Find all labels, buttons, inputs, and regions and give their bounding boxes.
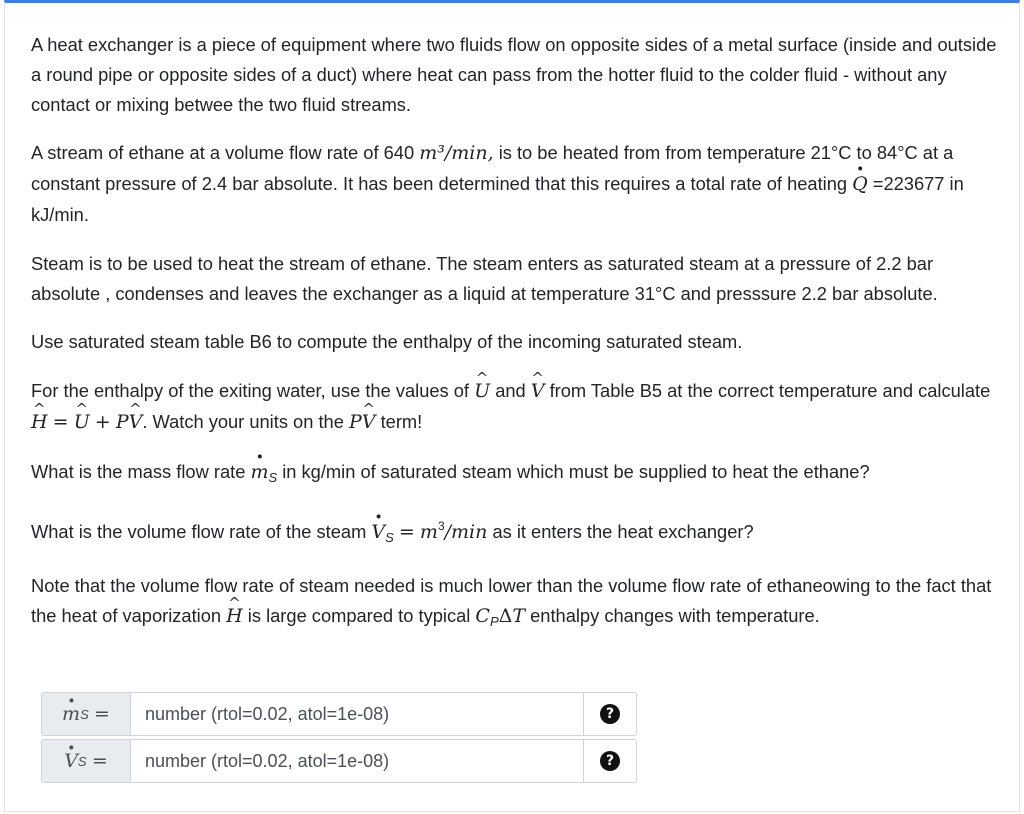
ethane-text-3: =223677 in kJ/min. xyxy=(31,173,964,225)
u-hat-symbol: ^ U xyxy=(474,377,490,407)
v-hat-symbol: ^ V xyxy=(531,377,545,407)
mass-flow-text-2: in kg/min of saturated steam which must be supplied to heat the ethane? xyxy=(277,460,870,482)
question-circle-icon: ? xyxy=(600,704,620,724)
ethane-text-2: is to be heated from from temperature 21°C to 84°C at a constant pressure of 2.4 bar absolute. It has been determined that this requires a total rate of heating xyxy=(31,142,954,195)
enthalpy-text-2: from Table B5 at the correct temperature and calculate xyxy=(544,380,991,402)
vs-equation: · $V_S = m^3/\min$ xyxy=(371,521,487,542)
answer-section xyxy=(41,692,637,786)
mass-flow-text-1: What is the mass flow rate xyxy=(31,460,251,482)
question-circle-icon: ? xyxy=(600,751,620,771)
ms-symbol: · $m_S$ xyxy=(250,461,277,482)
note-text-3: enthalpy changes with temperature. xyxy=(525,605,820,627)
q-dot-symbol: · Q xyxy=(852,170,868,200)
paragraph-table-b6 xyxy=(31,327,1001,357)
note-text-1: Note that the volume flow rate of steam needed is much lower than the volume flow rate of ethaneowing to the fact that the heat of vaporization xyxy=(31,575,992,627)
ms-label: · m S = xyxy=(42,693,131,735)
question-card xyxy=(4,0,1020,812)
ms-input[interactable] xyxy=(131,693,583,735)
pv-term: P^ V xyxy=(349,411,376,432)
steam-text: Steam is to be used to heat the stream of ethane. The steam enters as saturated steam at a pressure of 2.2 bar absolute , condenses and leaves the exchanger as a liquid at temperature 31°C and presssure 2.2 bar absolute. xyxy=(31,252,938,304)
ms-help-button[interactable] xyxy=(583,693,636,735)
paragraph-enthalpy xyxy=(31,376,1001,438)
volume-flow-text-1: What is the volume flow rate of the steam xyxy=(31,520,372,542)
paragraph-volume-flow xyxy=(31,512,1001,553)
answer-row-vs xyxy=(41,739,637,783)
paragraph-mass-flow xyxy=(31,457,1001,493)
volume-flow-text-2: as it enters the heat exchanger? xyxy=(487,520,754,542)
note-text-2: is large compared to typical xyxy=(242,605,476,627)
paragraph-note xyxy=(31,571,1001,637)
enthalpy-equation: ^ H = ^ U + P^ V xyxy=(31,411,142,432)
question-body xyxy=(31,30,1001,656)
table-b6-text: Use saturated steam table B6 to compute the enthalpy of the incoming saturated steam. xyxy=(31,331,743,353)
enthalpy-text-4: term! xyxy=(375,410,423,432)
enthalpy-text-3: . Watch your units on the xyxy=(142,410,349,432)
vs-label: · V S = xyxy=(42,740,131,782)
paragraph-steam xyxy=(31,249,1001,309)
vs-input[interactable] xyxy=(131,740,583,782)
paragraph-ethane xyxy=(31,138,1001,229)
flow-unit: m³/min, xyxy=(419,142,494,165)
answer-row-ms xyxy=(41,692,637,736)
h-hat-symbol: ^ H xyxy=(226,602,243,632)
cp-delta-t: $C_P\Delta T$ xyxy=(475,605,526,630)
enthalpy-and: and xyxy=(490,380,531,402)
paragraph-intro xyxy=(31,30,1001,119)
enthalpy-text-1: For the enthalpy of the exiting water, use the values of xyxy=(31,380,475,402)
intro-text: A heat exchanger is a piece of equipment where two fluids flow on opposite sides of a metal surface (inside and outside a round pipe or opposite sides of a duct) where heat can pass from the hotter fluid to the colder fluid - without any contact or mixing betwee the two fluid streams. xyxy=(31,34,997,115)
vs-help-button[interactable] xyxy=(583,740,636,782)
ethane-text-1: A stream of ethane at a volume flow rate of 640 xyxy=(31,142,420,164)
